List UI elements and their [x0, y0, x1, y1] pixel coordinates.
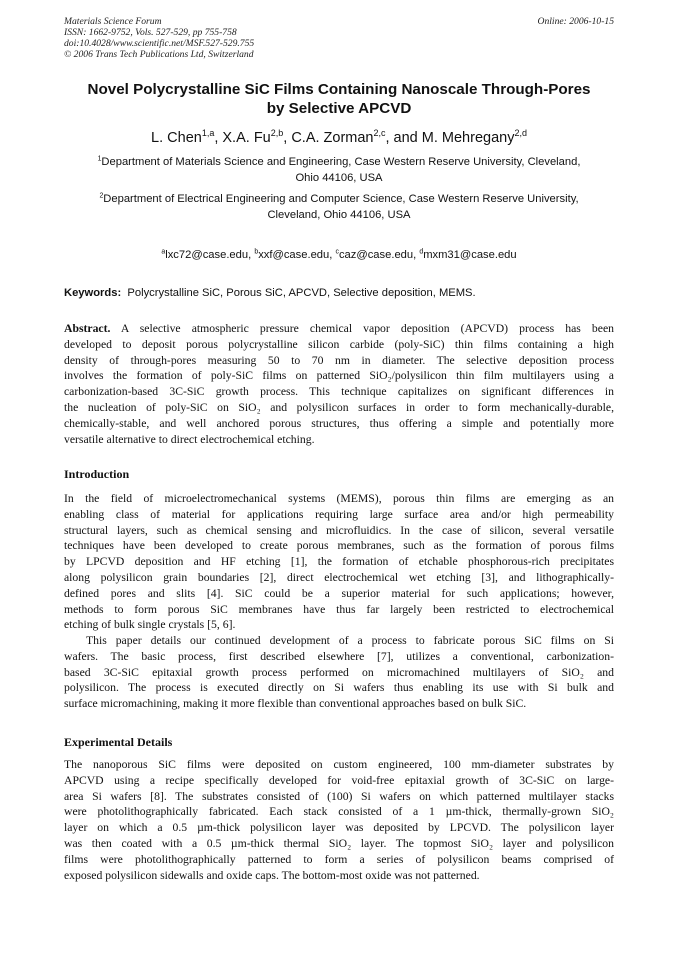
email-mark: d — [419, 248, 424, 256]
paper-title-line-2: by Selective APCVD — [266, 100, 412, 117]
email-separator: , — [329, 249, 336, 261]
body-line: exposed polysilicon sidewalls and oxide caps. The bottom-most oxide was not patterned. — [64, 868, 480, 882]
author-separator: , and — [385, 130, 422, 146]
author-name: C.A. Zorman — [291, 130, 374, 146]
body-line: films were photolithographically patterned to form a series of polysilicon beams comprised of — [64, 852, 614, 866]
email-address[interactable]: xxf@case.edu — [258, 249, 330, 261]
abstract-line: versatile alternative to direct electrochemical etching. — [64, 432, 315, 446]
author-affiliation-mark: 2,c — [373, 128, 386, 139]
body-line: based 3C-SiC epitaxial growth process performed on micromachined multilayers of SiO₂ and — [64, 665, 614, 679]
body-line: enabling class of material for applications requiring large surface area and/or high permeability — [64, 507, 614, 521]
author-name: M. Mehregany — [421, 130, 515, 146]
author-name: L. Chen — [151, 130, 202, 146]
body-line: wafers. The basic process, first described elsewhere [7], utilizes a conventional, carbonization- — [64, 649, 614, 663]
author-separator: , — [214, 130, 223, 146]
email-mark: a — [161, 248, 166, 256]
abstract — [64, 321, 614, 447]
abstract-line: chemically-stable, and well anchored porous structures, thus offering a simple and potentially more — [64, 416, 614, 430]
abstract-line: density of through-pores measuring 50 to 70 nm in diameter. The selective deposition process — [64, 353, 614, 367]
affiliation-text: Department of Materials Science and Engineering, Case Western Reserve University, Cleveland, — [101, 156, 581, 168]
keywords-text: Polycrystalline SiC, Porous SiC, APCVD, Selective deposition, MEMS. — [127, 287, 476, 299]
body-line: techniques have been developed to create porous membranes, such as the formation of porous films — [64, 539, 614, 553]
affiliation-1 — [64, 154, 614, 186]
journal-doi[interactable]: doi:10.4028/www.scientific.net/MSF.527-529.755 — [64, 38, 255, 49]
body-line: structural layers, such as chemical sensing and microfluidics. In the case of silicon, several versatile — [64, 523, 614, 537]
body-line: In the field of microelectromechanical systems (MEMS), porous thin films are emerging as an — [64, 492, 614, 505]
keywords — [64, 285, 476, 301]
journal-copyright: © 2006 Trans Tech Publications Ltd, Switzerland — [64, 49, 254, 60]
body-line: methods to form porous SiC membranes have thus far largely been restricted to electrochemical — [64, 602, 614, 616]
body-line: along polysilicon grain boundaries [2], direct electrochemical wet etching [3], and lithographically- — [64, 570, 614, 584]
journal-name: Materials Science Forum — [64, 16, 162, 27]
introduction-heading: Introduction — [64, 467, 130, 481]
experimental-paragraph-1 — [64, 757, 614, 883]
journal-issn: ISSN: 1662-9752, Vols. 527-529, pp 755-758 — [64, 27, 237, 38]
author-affiliation-mark: 2,b — [270, 128, 284, 139]
body-line: surface micromachining, making it more flexible than conventional approaches based on bulk SiC. — [64, 697, 527, 711]
abstract-line: developed to deposit porous polycrystalline silicon carbide (poly-SiC) thin films containing a high — [64, 337, 614, 351]
body-line: APCVD using a recipe specifically developed for void-free epitaxial growth of 3C-SiC on large- — [64, 773, 614, 787]
email-separator: , — [413, 249, 420, 261]
abstract-line: the nucleation of poly-SiC on SiO₂ and polysilicon surfaces in order to form mechanically-durable, — [64, 400, 614, 414]
keywords-label: Keywords: — [64, 287, 122, 299]
affiliation-2 — [64, 191, 614, 223]
email-mark: b — [254, 248, 259, 256]
affiliation-text: Ohio 44106, USA — [295, 172, 383, 184]
online-date: Online: 2006-10-15 — [537, 16, 614, 27]
body-line: layer on which a 0.5 µm-thick polysilicon layer was deposited by LPCVD. The polysilicon layer — [64, 821, 614, 835]
author-separator: , — [283, 130, 292, 146]
body-line: This paper details our continued development of a process to fabricate porous SiC films on Si — [86, 634, 614, 647]
abstract-line: involves the formation of poly-SiC films on patterned SiO₂/polysilicon thin film multilayers using a — [64, 369, 614, 383]
email-address[interactable]: lxc72@case.edu — [165, 249, 249, 261]
abstract-line: carbonization-based 3C-SiC growth process. This technique capitalizes on significant differences in — [64, 385, 614, 399]
body-line: area Si wafers [8]. The substrates consisted of (100) Si wafers on which patterned multilayer stacks — [64, 789, 614, 803]
email-list — [64, 247, 614, 263]
email-address[interactable]: caz@case.edu — [338, 249, 414, 261]
author-name: X.A. Fu — [222, 130, 271, 146]
abstract-line: A selective atmospheric pressure chemical vapor deposition (APCVD) process has been — [110, 322, 614, 335]
author-affiliation-mark: 2,d — [514, 128, 527, 139]
email-address[interactable]: mxm31@case.edu — [423, 249, 517, 261]
experimental-heading: Experimental Details — [64, 735, 173, 749]
author-list — [40, 129, 638, 147]
body-line: by LPCVD deposition and HF etching [1], the formation of etchable phosphorous-rich precipitates — [64, 555, 614, 569]
body-line: etching of bulk single crystals [5, 6]. — [64, 618, 236, 632]
paper-title — [40, 80, 638, 118]
paper-title-line-1: Novel Polycrystalline SiC Films Containing Nanoscale Through-Pores — [87, 81, 591, 98]
introduction-paragraph-1 — [64, 491, 614, 633]
body-line: polysilicon. The process is executed directly on Si wafers thus enabling its use with Si bulk and — [64, 681, 614, 695]
body-line: was then coated with a 0.5 µm-thick thermal SiO₂ layer. The topmost SiO₂ layer and polysilicon — [64, 836, 614, 850]
body-line: defined pores and slits [4]. SiC could be a superior material for such applications; however, — [64, 586, 614, 600]
author-affiliation-mark: 1,a — [201, 128, 215, 139]
email-separator: , — [248, 249, 255, 261]
affiliation-number: 1 — [97, 155, 102, 163]
body-line: The nanoporous SiC films were deposited on custom engineered, 100 mm-diameter substrates by — [64, 758, 614, 771]
journal-header — [64, 16, 254, 60]
affiliation-number: 2 — [99, 192, 104, 200]
introduction-paragraph-2 — [64, 633, 614, 712]
affiliation-text: Cleveland, Ohio 44106, USA — [267, 209, 411, 221]
abstract-label: Abstract. — [64, 322, 111, 335]
email-mark: c — [335, 248, 339, 256]
body-line: were photolithographically fabricated. Each stack consisted of a 1 µm-thick, thermally-grown SiO₂ — [64, 805, 614, 819]
affiliation-text: Department of Electrical Engineering and Computer Science, Case Western Reserve University, — [103, 193, 579, 205]
